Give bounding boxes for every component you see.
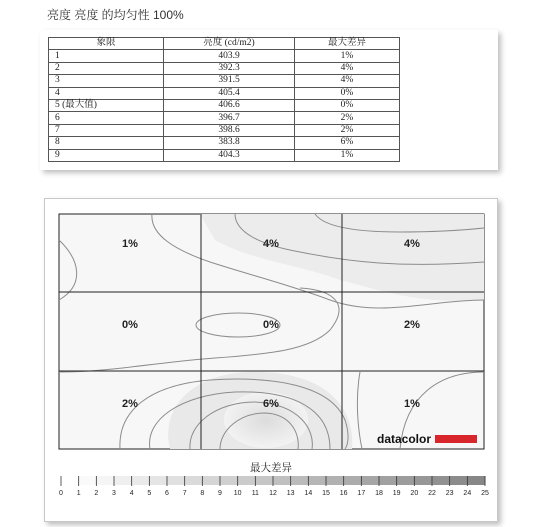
scale-tick-label: 2 bbox=[94, 490, 99, 497]
luminance-cell: 392.3 bbox=[164, 62, 295, 74]
scale-tick-label: 8 bbox=[200, 490, 205, 497]
luminance-cell: 383.8 bbox=[164, 137, 295, 149]
scale-segment bbox=[61, 476, 79, 485]
quadrant-cell: 2 bbox=[49, 62, 164, 74]
quadrant-label: 2% bbox=[122, 398, 138, 410]
difference-cell: 4% bbox=[295, 62, 400, 74]
luminance-cell: 391.5 bbox=[164, 75, 295, 87]
quadrant-label: 2% bbox=[404, 319, 420, 331]
quadrant-cell: 6 bbox=[49, 112, 164, 124]
quadrant-cell: 8 bbox=[49, 137, 164, 149]
quadrant-cell: 4 bbox=[49, 87, 164, 99]
quadrant-cell: 5 (最大值) bbox=[49, 99, 164, 111]
header-luminance: 亮度 (cd/m2) bbox=[164, 38, 295, 50]
scale-tick-label: 17 bbox=[357, 490, 366, 497]
scale-tick-label: 25 bbox=[481, 490, 489, 497]
quadrant-label: 0% bbox=[122, 319, 138, 331]
scale-tick-label: 14 bbox=[304, 490, 313, 497]
scale-segment bbox=[238, 476, 256, 485]
scale-segment bbox=[185, 476, 203, 485]
quadrant-cell: 9 bbox=[49, 149, 164, 161]
scale-tick-label: 23 bbox=[445, 490, 454, 497]
scale-segment bbox=[326, 476, 344, 485]
scale-tick-label: 0 bbox=[59, 490, 63, 497]
scale-segment bbox=[397, 476, 415, 485]
scale-segment bbox=[379, 476, 397, 485]
page-title: 亮度 亮度 的均匀性 100% bbox=[47, 8, 184, 22]
difference-cell: 1% bbox=[295, 149, 400, 161]
scale-segment bbox=[273, 476, 291, 485]
header-quadrant: 象限 bbox=[49, 38, 164, 50]
scale-tick-label: 3 bbox=[112, 490, 116, 497]
quadrant-label: 4% bbox=[263, 238, 279, 250]
luminance-cell: 403.9 bbox=[164, 50, 295, 62]
quadrant-label: 1% bbox=[122, 238, 138, 250]
scale-tick-label: 15 bbox=[322, 490, 330, 497]
scale-tick-label: 24 bbox=[463, 490, 472, 497]
difference-cell: 1% bbox=[295, 50, 400, 62]
difference-cell: 4% bbox=[295, 75, 400, 87]
scale-segment bbox=[414, 476, 432, 485]
scale-segment bbox=[96, 476, 114, 485]
scale-segment bbox=[467, 476, 485, 485]
luminance-cell: 396.7 bbox=[164, 112, 295, 124]
quadrant-label: 4% bbox=[404, 238, 420, 250]
scale-tick-label: 11 bbox=[251, 490, 259, 497]
scale-tick-label: 1 bbox=[76, 490, 81, 497]
quadrant-label: 1% bbox=[404, 398, 420, 410]
scale-tick-label: 4 bbox=[129, 490, 134, 497]
scale-tick-label: 16 bbox=[339, 490, 348, 497]
scale-segment bbox=[450, 476, 468, 485]
difference-cell: 2% bbox=[295, 124, 400, 136]
scale-segment bbox=[167, 476, 185, 485]
scale-tick-label: 19 bbox=[392, 490, 401, 497]
luminance-cell: 398.6 bbox=[164, 124, 295, 136]
scale-tick-label: 18 bbox=[375, 490, 383, 497]
difference-cell: 6% bbox=[295, 137, 400, 149]
difference-cell: 2% bbox=[295, 112, 400, 124]
quadrant-label: 0% bbox=[263, 319, 279, 331]
header-max-difference: 最大差异 bbox=[295, 38, 400, 50]
scale-segment bbox=[132, 476, 150, 485]
scale-segment bbox=[432, 476, 450, 485]
quadrant-cell: 3 bbox=[49, 75, 164, 87]
difference-cell: 0% bbox=[295, 99, 400, 111]
scale-title: 最大差异 bbox=[250, 462, 292, 474]
scale-tick-label: 20 bbox=[410, 490, 419, 497]
scale-tick-label: 13 bbox=[286, 490, 295, 497]
scale-segment bbox=[202, 476, 220, 485]
scale-tick-label: 12 bbox=[269, 490, 277, 497]
scale-segment bbox=[220, 476, 238, 485]
scale-tick-label: 9 bbox=[218, 490, 222, 497]
scale-segment bbox=[255, 476, 273, 485]
scale-tick-label: 22 bbox=[428, 490, 436, 497]
quadrant-cell: 7 bbox=[49, 124, 164, 136]
scale-tick-label: 10 bbox=[233, 490, 242, 497]
datacolor-logo-bar bbox=[435, 435, 477, 443]
scale-segment bbox=[291, 476, 309, 485]
scale-tick-label: 5 bbox=[147, 490, 152, 497]
difference-cell: 0% bbox=[295, 87, 400, 99]
quadrant-label: 6% bbox=[263, 398, 279, 410]
scale-segment bbox=[344, 476, 362, 485]
scale-segment bbox=[149, 476, 167, 485]
luminance-cell: 405.4 bbox=[164, 87, 295, 99]
luminance-cell: 404.3 bbox=[164, 149, 295, 161]
datacolor-logo: datacolor bbox=[377, 432, 432, 446]
quadrant-cell: 1 bbox=[49, 50, 164, 62]
scale-segment bbox=[79, 476, 97, 485]
luminance-cell: 406.6 bbox=[164, 99, 295, 111]
scale-tick-label: 6 bbox=[165, 490, 169, 497]
scale-segment bbox=[308, 476, 326, 485]
scale-segment bbox=[114, 476, 132, 485]
scale-segment bbox=[361, 476, 379, 485]
scale-tick-label: 7 bbox=[182, 490, 187, 497]
